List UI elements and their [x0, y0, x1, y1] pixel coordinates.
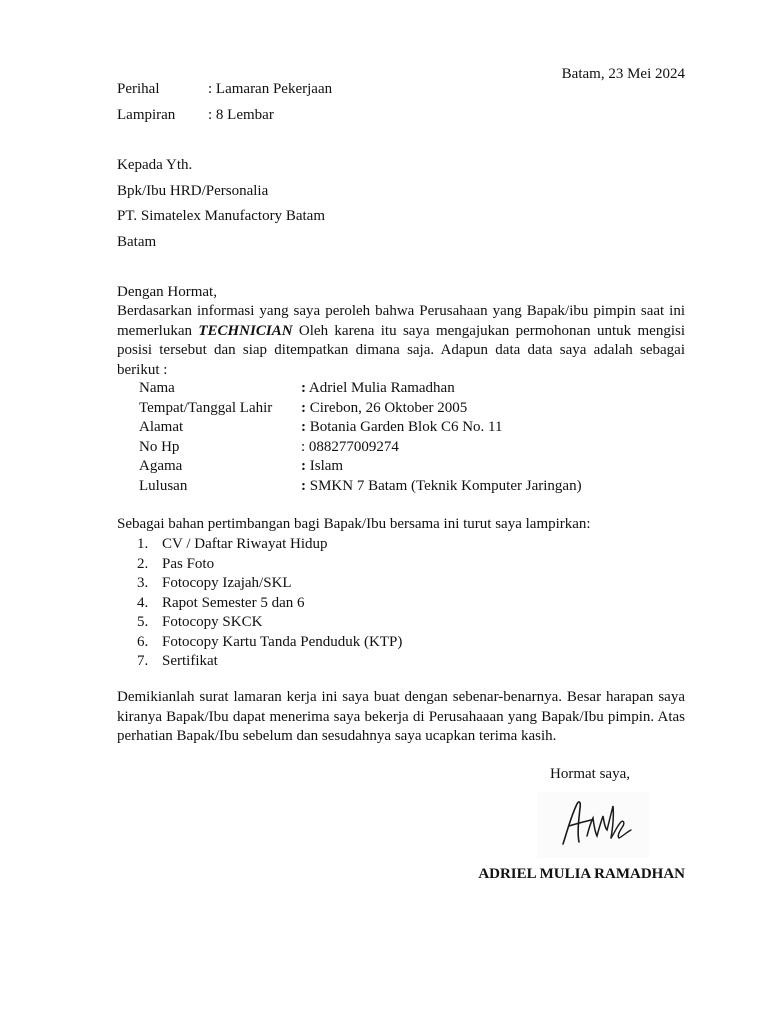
meta-value: : Lamaran Pekerjaan	[208, 81, 333, 97]
data-row-name	[139, 379, 659, 399]
data-value-container	[301, 457, 343, 477]
letter-date: Batam, 23 Mei 2024	[561, 66, 685, 82]
data-row-education	[139, 477, 659, 497]
closing-phrase: Hormat saya,	[550, 766, 630, 782]
colon: :	[301, 438, 306, 455]
meta-label: Lampiran	[117, 107, 176, 123]
position-title: TECHNICIAN	[198, 322, 293, 339]
data-value-container	[301, 477, 582, 497]
data-value: SMKN 7 Batam (Teknik Komputer Jaringan)	[306, 477, 582, 494]
colon: :	[301, 380, 306, 396]
colon: :	[301, 477, 306, 494]
meta-row-lampiran	[117, 106, 677, 126]
list-text: Sertifikat	[162, 653, 218, 669]
applicant-data	[139, 379, 659, 496]
data-label: Alamat	[139, 419, 184, 435]
list-text: Fotocopy Kartu Tanda Penduduk (KTP)	[162, 633, 403, 650]
closing-paragraph	[117, 688, 685, 747]
meta-row-perihal	[117, 80, 677, 100]
signer-name: ADRIEL MULIA RAMADHAN	[478, 866, 685, 882]
list-text: Fotocopy Izajah/SKL	[162, 575, 292, 591]
list-number: 3.	[137, 575, 149, 591]
list-number: 6.	[137, 633, 149, 650]
colon: :	[301, 419, 306, 435]
data-value-container	[301, 438, 399, 458]
recipient-line: PT. Simatelex Manufactory Batam	[117, 208, 326, 224]
list-text: CV / Daftar Riwayat Hidup	[162, 536, 328, 552]
attachments-intro: Sebagai bahan pertimbangan bagi Bapak/Ibu bersama ini turut saya lampirkan:	[117, 516, 591, 532]
data-value-container	[301, 399, 467, 419]
data-value: 088277009274	[305, 438, 399, 455]
list-number: 5.	[137, 614, 149, 630]
recipient-line: Batam	[117, 234, 157, 250]
meta-value: : 8 Lembar	[208, 107, 274, 123]
data-value: Cirebon, 26 Oktober 2005	[306, 399, 468, 416]
colon: :	[301, 399, 306, 416]
meta-label: Perihal	[117, 81, 160, 97]
data-label: No Hp	[139, 438, 180, 455]
list-text: Rapot Semester 5 dan 6	[162, 594, 305, 611]
closing-text: Demikianlah surat lamaran kerja ini saya buat dengan sebenar-benarnya. Besar harapan saya kiranya Bapak/Ibu dapat menerima saya bekerja di Perusahaaan yang Bapak/Ibu pimpin. Atas perhatian Bapak/Ibu sebelum dan sesudahnya saya ucapkan terima kasih.	[117, 689, 685, 744]
list-number: 7.	[137, 653, 149, 669]
intro-text: Berdasarkan informasi yang saya peroleh bahwa Perusahaan yang Bapak/ibu pimpin saat ini memerlukan	[117, 303, 685, 339]
data-value: Botania Garden Blok C6 No. 11	[306, 419, 503, 435]
data-row-address	[139, 418, 659, 438]
list-text: Fotocopy SKCK	[162, 614, 263, 630]
intro-paragraph	[117, 302, 685, 380]
data-row-religion	[139, 457, 659, 477]
salutation: Dengan Hormat,	[117, 284, 217, 300]
recipient-line: Bpk/Ibu HRD/Personalia	[117, 183, 269, 199]
data-label: Agama	[139, 458, 183, 474]
data-value-container	[301, 379, 455, 399]
list-number: 1.	[137, 536, 149, 552]
recipient-greeting: Kepada Yth.	[117, 157, 193, 173]
data-row-phone	[139, 438, 659, 458]
list-number: 2.	[137, 555, 149, 572]
data-value: Islam	[306, 458, 344, 474]
intro-text: Oleh karena itu saya mengajukan permohonan untuk mengisi posisi tersebut dan siap ditempatkan dimana saja. Adapun data data saya adalah sebagai berikut :	[117, 322, 685, 378]
data-label: Tempat/Tanggal Lahir	[139, 399, 273, 416]
list-number: 4.	[137, 594, 149, 611]
data-value-container	[301, 418, 503, 438]
data-label: Lulusan	[139, 477, 188, 494]
signature-icon	[537, 792, 649, 858]
colon: :	[301, 458, 306, 474]
list-text: Pas Foto	[162, 555, 215, 572]
data-value: Adriel Mulia Ramadhan	[306, 380, 455, 396]
data-row-birth	[139, 399, 659, 419]
data-label: Nama	[139, 380, 175, 396]
